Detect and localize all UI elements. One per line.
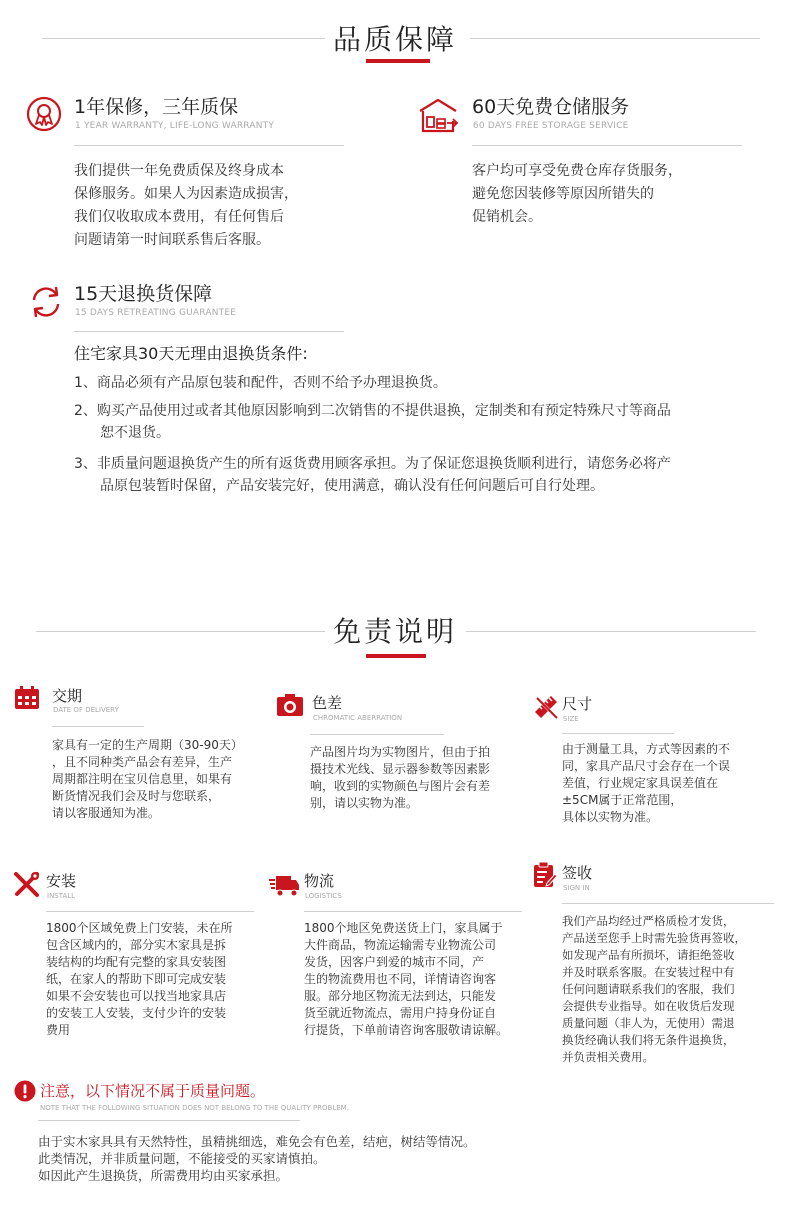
notice-title: 注意，以下情况不属于质量问题。 [40, 1082, 266, 1100]
size-description: 由于测量工具，方式等因素的不 同，家具产品尺寸会存在一个误 差值，行业规定家具误差值在 ±5CM属于正常范围， 具体以实物为准。 [562, 742, 731, 824]
logistics-title: 物流 [304, 872, 335, 890]
returns-intro: 住宅家具30天无理由退换货条件: [74, 344, 308, 363]
refresh-arrows-icon [28, 284, 64, 320]
disclaimer-title-underline [366, 654, 426, 658]
returns-title: 15天退换货保障 [74, 283, 213, 305]
camera-icon [276, 693, 304, 717]
warehouse-icon [417, 97, 459, 133]
warranty-title: 1年保修，三年质保 [74, 96, 239, 118]
returns-subtitle: 15 DAYS RETREATING GUARANTEE [75, 308, 237, 318]
returns-item-1: 1、商品必须有产品原包装和配件，否则不给予办理退换货。 [74, 375, 447, 391]
warranty-description: 我们提供一年免费质保及终身成本 保修服务。如果人为因素造成损害， 我们仅收取成本费用，有任何售后 问题请第一时间联系售后客服。 [74, 163, 298, 248]
size-title: 尺寸 [562, 695, 593, 713]
storage-title: 60天免费仓储服务 [472, 96, 630, 118]
quality-section-title: 品质保障 [0, 18, 790, 58]
color-description: 产品图片均为实物图片，但由于拍 摄技术光线、显示器参数等因素影 响，收到的实物颜色与图片会有差 别，请以实物为准。 [310, 745, 491, 810]
delivery-title: 交期 [52, 687, 83, 705]
calendar-icon [14, 686, 40, 710]
clipboard-sign-icon [533, 862, 557, 888]
notice-subtitle: NOTE THAT THE FOLLOWING SITUATION DOES NOT BELONG TO THE QUALITY PROBLEM. [40, 1104, 349, 1112]
install-description: 1800个区域免费上门安装，未在所 包含区域内的，部分实木家具是拆 装结构的均配有完整的家具安装图 纸，在家人的帮助下即可完成安装 如果不会安装也可以找当地家具店 的安装工人安装，支付少许的安装 费用 [46, 921, 233, 1037]
exclamation-icon [14, 1080, 36, 1102]
wrench-screwdriver-icon [13, 871, 40, 898]
color-title: 色差 [312, 694, 343, 712]
logistics-description: 1800个地区免费送货上门，家具属于 大件商品，物流运输需专业物流公司 发货，因客户到爱的城市不同，产 生的物流费用也不同，详情请咨询客 服。部分地区物流无法到达，只能发 货至就近物流点，需用户持身份证自 行提货，下单前请咨询客服敬请谅解。 [304, 921, 509, 1037]
logistics-divider [304, 911, 522, 912]
logistics-subtitle: LOGISTICS [305, 892, 342, 900]
ruler-pencil-icon [533, 694, 559, 720]
notice-divider [38, 1120, 300, 1121]
sign-divider [562, 903, 774, 904]
returns-item-3: 3、非质量问题退换货产生的所有返货费用顾客承担。为了保证您退换货顺利进行，请您务必将产 品原包装暂时保留，产品安装完好，使用满意，确认没有任何问题后可自行处理。 [74, 456, 671, 494]
sign-description: 我们产品均经过严格质检才发货， 产品送至您手上时需先验货再签收， 如发现产品有所损坏，请拒绝签收 并及时联系客服。在安装过程中有 任何问题请联系我们的客服，我们 会提供专业指导。如在收货后发现 质量问题（非人为，无使用）需退 换货经确认我们将无条件退换货， 并负责相关费用。 [562, 914, 746, 1064]
returns-item-2: 2、购买产品使用过或者其他原因影响到二次销售的不提供退换，定制类和有预定特殊尺寸等商品 恕不退货。 [74, 403, 671, 441]
storage-subtitle: 60 DAYS FREE STORAGE SERVICE [473, 121, 629, 131]
sign-subtitle: SIGN IN [563, 884, 590, 892]
sign-title: 签收 [562, 864, 593, 882]
size-divider [562, 733, 674, 734]
color-subtitle: CHROMATIC ABERRATION [313, 714, 403, 722]
delivery-divider [52, 726, 144, 727]
quality-title-underline [366, 59, 430, 63]
delivery-subtitle: DATE OF DELIVERY [53, 706, 119, 714]
delivery-description: 家具有一定的生产周期（30-90天） ，且不同种类产品会有差异，生产 周期都注明在宝贝信息里，如果有 断货情况我们会及时与您联系， 请以客服通知为准。 [52, 738, 243, 820]
delivery-truck-icon [268, 873, 300, 897]
color-divider [310, 734, 444, 735]
warranty-divider [74, 145, 344, 146]
storage-description: 客户均可享受免费仓库存货服务， 避免您因装修等原因所错失的 促销机会。 [472, 163, 682, 225]
size-subtitle: SIZE [563, 715, 579, 723]
notice-description: 由于实木家具具有天然特性，虽精挑细选，难免会有色差，结疤，树结等情况。 此类情况，并非质量问题，不能接受的买家请慎拍。 如因此产生退换货，所需费用均由买家承担。 [38, 1134, 476, 1183]
storage-divider [472, 145, 742, 146]
returns-divider [74, 331, 344, 332]
install-title: 安装 [46, 872, 77, 890]
install-subtitle: INSTALL [47, 892, 76, 900]
warranty-subtitle: 1 YEAR WARRANTY, LIFE-LONG WARRANTY [75, 121, 275, 131]
disclaimer-section-title: 免责说明 [0, 610, 790, 650]
install-divider [46, 911, 254, 912]
ribbon-badge-icon [26, 96, 62, 132]
